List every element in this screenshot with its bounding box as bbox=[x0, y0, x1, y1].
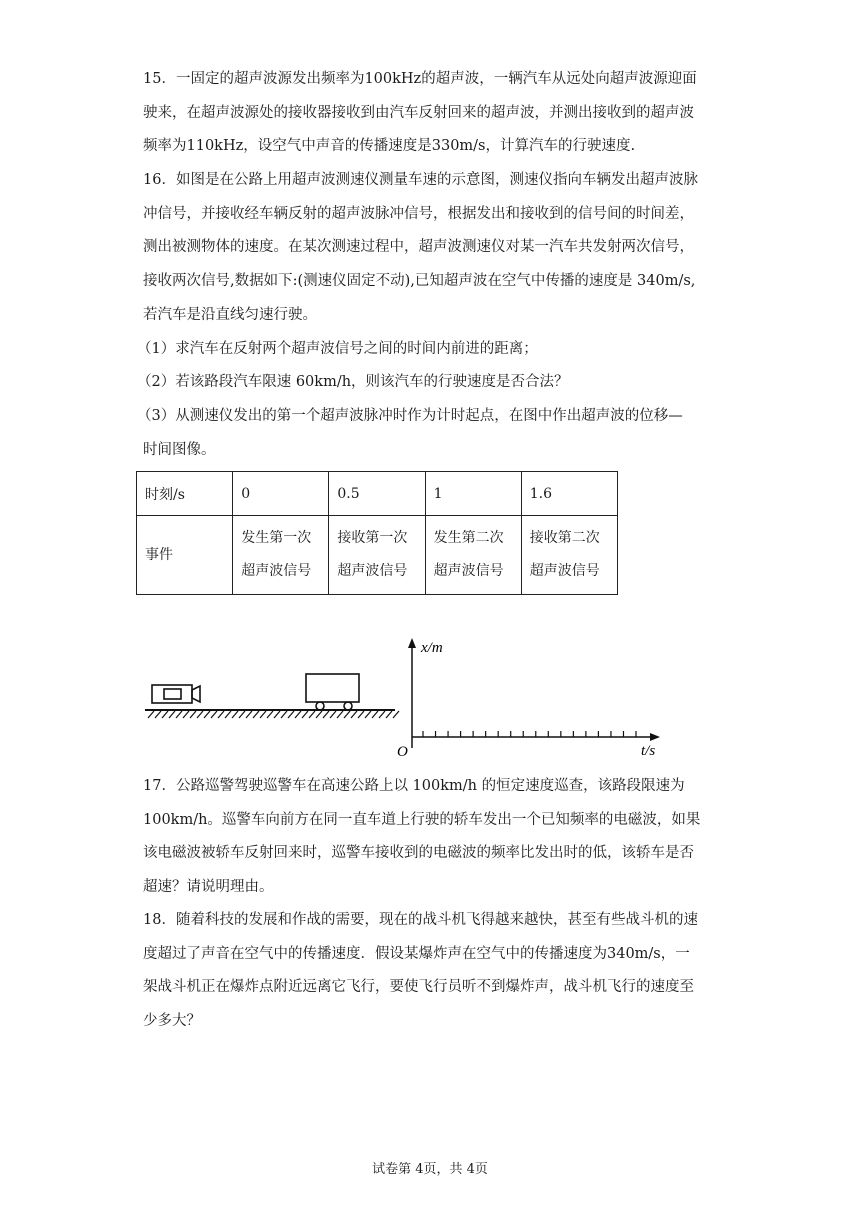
x-axis-arrow bbox=[650, 733, 660, 741]
y-axis-arrow bbox=[408, 638, 416, 648]
hatch-mark bbox=[386, 711, 392, 718]
question-17 bbox=[143, 770, 723, 905]
table-cell bbox=[521, 516, 617, 595]
hatch-mark bbox=[281, 711, 287, 718]
text-line: 驶来，在超声波源处的接收器接收到由汽车反射回来的超声波，并测出接收到的超声波 bbox=[143, 104, 694, 121]
text-line: 测出被测物体的速度。在某次测速过程中，超声波测速仪对某一汽车共发射两次信号， bbox=[143, 239, 694, 256]
hatch-mark bbox=[379, 711, 385, 718]
hatch-mark bbox=[330, 711, 336, 718]
text-line: 16．如图是在公路上用超声波测速仪测量车速的示意图，测速仪指向车辆发出超声波脉 bbox=[143, 172, 698, 188]
table-cell: 事件 bbox=[137, 516, 233, 595]
hatch-mark bbox=[232, 711, 238, 718]
question-17-text bbox=[143, 770, 723, 905]
text-line: 度超过了声音在空气中的传播速度．假设某爆炸声在空气中的传播速度为340m/s，一 bbox=[143, 945, 690, 962]
table-cell bbox=[329, 516, 425, 595]
hatch-mark bbox=[309, 711, 315, 718]
hatch-mark bbox=[365, 711, 371, 718]
cell-line: 超声波信号 bbox=[241, 563, 312, 579]
origin-label: O bbox=[397, 744, 408, 760]
text-line: 少多大？ bbox=[143, 1013, 201, 1030]
question-15-text bbox=[143, 63, 723, 164]
hatch-mark bbox=[197, 711, 203, 718]
hatch-mark bbox=[176, 711, 182, 718]
hatch-mark bbox=[274, 711, 280, 718]
table-cell: 0.5 bbox=[329, 472, 425, 516]
hatch-mark bbox=[211, 711, 217, 718]
hatch-mark bbox=[351, 711, 357, 718]
hatch-mark bbox=[323, 711, 329, 718]
page-footer: 试卷第 4页，共 4页 bbox=[372, 1162, 488, 1177]
cell-line: 发生第二次 bbox=[433, 530, 504, 546]
hatch-mark bbox=[155, 711, 161, 718]
hatch-mark bbox=[148, 711, 154, 718]
question-15 bbox=[143, 63, 723, 164]
cell-line: 接收第二次 bbox=[529, 530, 600, 546]
cell-line: 超声波信号 bbox=[337, 563, 408, 579]
sub-question-1: （1）求汽车在反射两个超声波信号之间的时间内前进的距离； bbox=[137, 340, 538, 357]
hatch-mark bbox=[218, 711, 224, 718]
hatch-mark bbox=[372, 711, 378, 718]
table-cell bbox=[425, 516, 521, 595]
signal-event-table bbox=[136, 471, 618, 595]
cell-line: 超声波信号 bbox=[529, 563, 600, 579]
text-line: 频率为110kHz，设空气中声音的传播速度是330m/s，计算汽车的行驶速度. bbox=[143, 138, 636, 155]
sub-question-2: （2）若该路段汽车限速 60km/h，则该汽车的行驶速度是否合法？ bbox=[137, 374, 569, 391]
table-cell: 时刻/s bbox=[137, 472, 233, 516]
question-16-text bbox=[137, 164, 723, 467]
question-16 bbox=[137, 164, 723, 467]
hatch-mark bbox=[267, 711, 273, 718]
hatch-mark bbox=[337, 711, 343, 718]
text-line: 17．公路巡警驾驶巡警车在高速公路上以 100km/h 的恒定速度巡查，该路段限速为 bbox=[143, 778, 685, 794]
text-line: 架战斗机正在爆炸点附近远离它飞行，要使飞行员听不到爆炸声，战斗机飞行的速度至 bbox=[143, 979, 694, 996]
text-line: 若汽车是沿直线匀速行驶。 bbox=[143, 306, 317, 323]
hatch-mark bbox=[288, 711, 294, 718]
text-line: 超速？请说明理由。 bbox=[143, 879, 274, 896]
cell-line: 发生第一次 bbox=[241, 530, 312, 546]
hatch-mark bbox=[204, 711, 210, 718]
sub-question-3-continued: 时间图像。 bbox=[143, 441, 216, 458]
hatch-mark bbox=[295, 711, 301, 718]
xt-axes bbox=[408, 638, 660, 748]
hatch-mark bbox=[239, 711, 245, 718]
hatch-mark bbox=[260, 711, 266, 718]
table-cell: 1 bbox=[425, 472, 521, 516]
hatch-mark bbox=[190, 711, 196, 718]
text-line: 15．一固定的超声波源发出频率为100kHz的超声波，一辆汽车从远处向超声波源迎面 bbox=[143, 71, 697, 87]
hatch-mark bbox=[225, 711, 231, 718]
car-icon bbox=[306, 674, 359, 710]
question-18-text bbox=[143, 904, 723, 1039]
hatch-mark bbox=[183, 711, 189, 718]
speed-measurement-figure bbox=[140, 630, 670, 765]
table-cell: 1.6 bbox=[521, 472, 617, 516]
hatch-mark bbox=[316, 711, 322, 718]
text-line: 100km/h。巡警车向前方在同一直车道上行驶的轿车发出一个已知频率的电磁波，如果 bbox=[143, 811, 701, 828]
table-cell bbox=[233, 516, 329, 595]
text-line: 冲信号，并接收经车辆反射的超声波脉冲信号，根据发出和接收到的信号间的时间差， bbox=[143, 205, 694, 222]
hatch-mark bbox=[253, 711, 259, 718]
hatch-mark bbox=[169, 711, 175, 718]
hatch-mark bbox=[302, 711, 308, 718]
question-18 bbox=[143, 904, 723, 1039]
cell-line: 超声波信号 bbox=[433, 563, 504, 579]
hatch-mark bbox=[246, 711, 252, 718]
table-row-event bbox=[137, 516, 618, 595]
hatch-mark bbox=[358, 711, 364, 718]
hatch-mark bbox=[344, 711, 350, 718]
sub-question-3: （3）从测速仪发出的第一个超声波脉冲时作为计时起点，在图中作出超声波的位移— bbox=[137, 407, 683, 424]
hatch-mark bbox=[162, 711, 168, 718]
table-row-time bbox=[137, 472, 618, 516]
road-ground bbox=[145, 710, 399, 718]
y-axis-label: x/m bbox=[421, 640, 443, 656]
text-line: 18．随着科技的发展和作战的需要，现在的战斗机飞得越来越快，甚至有些战斗机的速 bbox=[143, 912, 698, 928]
hatch-mark bbox=[393, 711, 399, 718]
table-cell: 0 bbox=[233, 472, 329, 516]
x-axis-label: t/s bbox=[641, 743, 656, 759]
text-line: 该电磁波被轿车反射回来时，巡警车接收到的电磁波的频率比发出时的低，该轿车是否 bbox=[143, 845, 694, 862]
speed-gun-icon bbox=[152, 685, 200, 703]
cell-line: 接收第一次 bbox=[337, 530, 408, 546]
text-line: 接收两次信号,数据如下:(测速仪固定不动),已知超声波在空气中传播的速度是 340m/s, bbox=[143, 273, 696, 290]
